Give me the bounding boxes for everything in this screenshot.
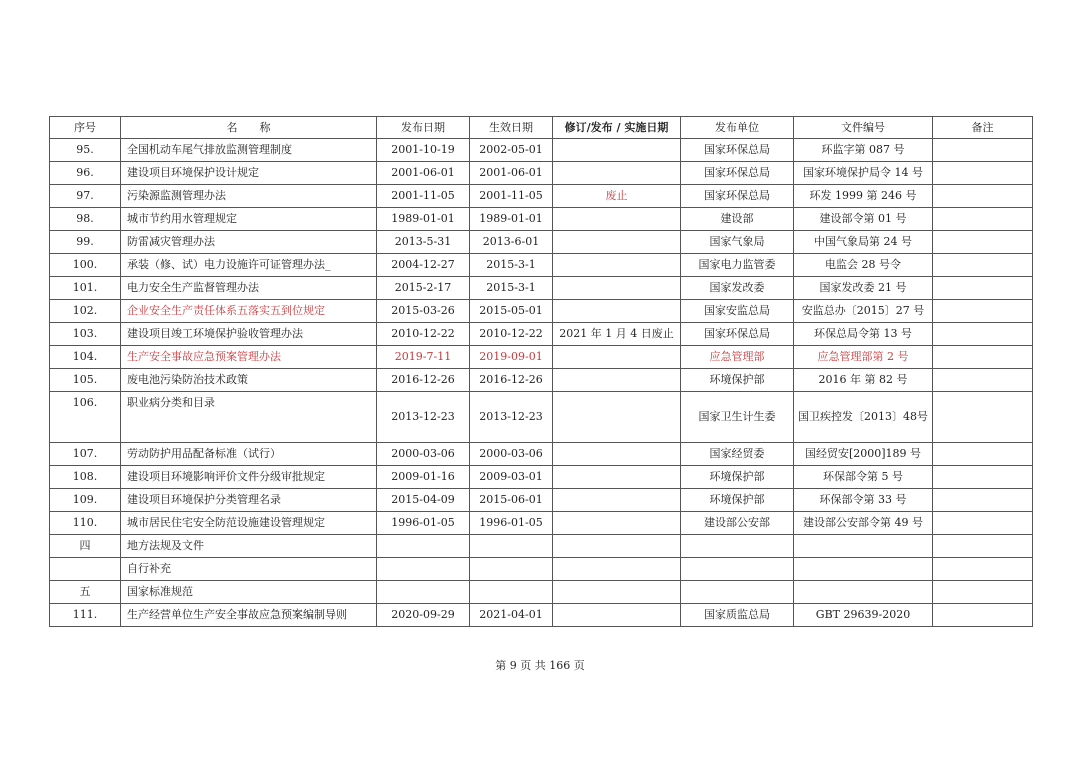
cell-pub-date: 2001-11-05 xyxy=(377,185,470,208)
cell-note xyxy=(933,489,1033,512)
table-row xyxy=(50,208,1033,231)
cell-note xyxy=(933,323,1033,346)
table-row xyxy=(50,604,1033,627)
cell-docno: 建设部公安部令第 49 号 xyxy=(794,512,933,535)
cell-eff-date: 2013-12-23 xyxy=(470,392,553,443)
cell-eff-date: 2015-3-1 xyxy=(470,254,553,277)
cell-name: 建设项目竣工环境保护验收管理办法 xyxy=(121,323,377,346)
page-footer: 第 9 页 共 166 页 xyxy=(495,659,585,672)
cell-issuer: 国家安监总局 xyxy=(681,300,794,323)
cell-name: 城市节约用水管理规定 xyxy=(121,208,377,231)
supplement-note: 自行补充 xyxy=(121,558,377,581)
cell-docno: 建设部令第 01 号 xyxy=(794,208,933,231)
cell-name: 电力安全生产监督管理办法 xyxy=(121,277,377,300)
cell-pub-date: 2013-5-31 xyxy=(377,231,470,254)
cell-docno: 应急管理部第 2 号 xyxy=(794,346,933,369)
cell-seq: 110. xyxy=(50,512,121,535)
section-row xyxy=(50,535,1033,558)
cell-seq: 106. xyxy=(50,392,121,443)
cell-issuer: 国家发改委 xyxy=(681,277,794,300)
header-eff-date: 生效日期 xyxy=(470,117,553,139)
cell-pub-date: 2015-2-17 xyxy=(377,277,470,300)
cell-pub-date: 2020-09-29 xyxy=(377,604,470,627)
section-title: 地方法规及文件 xyxy=(121,535,377,558)
cell-issuer: 国家气象局 xyxy=(681,231,794,254)
table-row xyxy=(50,443,1033,466)
cell-eff-date: 1989-01-01 xyxy=(470,208,553,231)
table-row xyxy=(50,139,1033,162)
cell-revision xyxy=(553,604,681,627)
cell-eff-date: 2021-04-01 xyxy=(470,604,553,627)
header-issuer: 发布单位 xyxy=(681,117,794,139)
cell-seq: 96. xyxy=(50,162,121,185)
cell-eff-date: 2015-3-1 xyxy=(470,277,553,300)
cell-revision xyxy=(553,489,681,512)
cell-seq: 99. xyxy=(50,231,121,254)
cell-docno: GBT 29639-2020 xyxy=(794,604,933,627)
cell-docno: 安监总办〔2015〕27 号 xyxy=(794,300,933,323)
cell-issuer: 国家环保总局 xyxy=(681,162,794,185)
cell-seq: 102. xyxy=(50,300,121,323)
cell-name: 全国机动车尾气排放监测管理制度 xyxy=(121,139,377,162)
cell-note xyxy=(933,443,1033,466)
cell-eff-date: 2010-12-22 xyxy=(470,323,553,346)
cell-revision xyxy=(553,139,681,162)
cell-seq: 105. xyxy=(50,369,121,392)
cell-name: 建设项目环境影响评价文件分级审批规定 xyxy=(121,466,377,489)
cell-revision xyxy=(553,369,681,392)
cell-seq: 97. xyxy=(50,185,121,208)
cell-seq: 103. xyxy=(50,323,121,346)
cell-revision xyxy=(553,208,681,231)
cell-name: 生产安全事故应急预案管理办法 xyxy=(121,346,377,369)
section-number: 五 xyxy=(50,581,121,604)
cell-note xyxy=(933,277,1033,300)
cell-seq: 95. xyxy=(50,139,121,162)
cell-revision xyxy=(553,392,681,443)
cell-name: 企业安全生产责任体系五落实五到位规定 xyxy=(121,300,377,323)
cell-note xyxy=(933,512,1033,535)
cell-seq: 104. xyxy=(50,346,121,369)
cell-pub-date: 2015-04-09 xyxy=(377,489,470,512)
cell-eff-date: 1996-01-05 xyxy=(470,512,553,535)
cell-revision xyxy=(553,162,681,185)
cell-note xyxy=(933,231,1033,254)
cell-note xyxy=(933,346,1033,369)
cell-issuer: 国家环保总局 xyxy=(681,185,794,208)
cell-seq: 109. xyxy=(50,489,121,512)
cell-name: 防雷减灾管理办法 xyxy=(121,231,377,254)
cell-pub-date: 1989-01-01 xyxy=(377,208,470,231)
cell-seq: 111. xyxy=(50,604,121,627)
cell-name: 建设项目环境保护设计规定 xyxy=(121,162,377,185)
cell-name: 建设项目环境保护分类管理名录 xyxy=(121,489,377,512)
table-row xyxy=(50,558,1033,581)
cell-issuer: 环境保护部 xyxy=(681,466,794,489)
cell-pub-date: 2013-12-23 xyxy=(377,392,470,443)
cell-revision: 2021 年 1 月 4 日废止 xyxy=(553,323,681,346)
section-row xyxy=(50,581,1033,604)
table-row xyxy=(50,489,1033,512)
cell-eff-date: 2009-03-01 xyxy=(470,466,553,489)
cell-docno: 环发 1999 第 246 号 xyxy=(794,185,933,208)
cell-eff-date: 2016-12-26 xyxy=(470,369,553,392)
cell-docno: 国卫疾控发〔2013〕48号 xyxy=(794,392,933,443)
cell-revision xyxy=(553,231,681,254)
cell-name: 城市居民住宅安全防范设施建设管理规定 xyxy=(121,512,377,535)
cell-revision xyxy=(553,346,681,369)
cell-pub-date: 1996-01-05 xyxy=(377,512,470,535)
cell-name: 生产经营单位生产安全事故应急预案编制导则 xyxy=(121,604,377,627)
cell-note xyxy=(933,604,1033,627)
cell-pub-date: 2000-03-06 xyxy=(377,443,470,466)
table-row xyxy=(50,512,1033,535)
cell-docno: 国家环境保护局令 14 号 xyxy=(794,162,933,185)
cell-note xyxy=(933,254,1033,277)
header-revision: 修订/发布 / 实施日期 xyxy=(553,117,681,139)
cell-revision xyxy=(553,466,681,489)
cell-docno: 环保部令第 33 号 xyxy=(794,489,933,512)
cell-docno: 环保总局令第 13 号 xyxy=(794,323,933,346)
cell-note xyxy=(933,466,1033,489)
cell-issuer: 环境保护部 xyxy=(681,489,794,512)
cell-eff-date: 2001-11-05 xyxy=(470,185,553,208)
cell-issuer: 国家质监总局 xyxy=(681,604,794,627)
cell-docno: 中国气象局第 24 号 xyxy=(794,231,933,254)
cell-issuer: 国家经贸委 xyxy=(681,443,794,466)
cell-note xyxy=(933,185,1033,208)
cell-revision xyxy=(553,254,681,277)
cell-name: 污染源监测管理办法 xyxy=(121,185,377,208)
cell-note xyxy=(933,300,1033,323)
cell-eff-date: 2019-09-01 xyxy=(470,346,553,369)
cell-pub-date: 2019-7-11 xyxy=(377,346,470,369)
cell-docno: 国家发改委 21 号 xyxy=(794,277,933,300)
cell-pub-date: 2001-10-19 xyxy=(377,139,470,162)
table-row xyxy=(50,369,1033,392)
header-docno: 文件编号 xyxy=(794,117,933,139)
cell-docno: 环保部令第 5 号 xyxy=(794,466,933,489)
cell-name: 职业病分类和目录 xyxy=(121,392,377,443)
header-name: 名 称 xyxy=(121,117,377,139)
cell-note xyxy=(933,392,1033,443)
table-row xyxy=(50,392,1033,443)
cell-revision xyxy=(553,443,681,466)
table-row xyxy=(50,277,1033,300)
cell-revision xyxy=(553,512,681,535)
cell-pub-date: 2001-06-01 xyxy=(377,162,470,185)
cell-pub-date: 2015-03-26 xyxy=(377,300,470,323)
cell-note xyxy=(933,162,1033,185)
cell-issuer: 国家电力监管委 xyxy=(681,254,794,277)
cell-note xyxy=(933,139,1033,162)
table-row xyxy=(50,346,1033,369)
header-row xyxy=(50,117,1033,139)
table-row xyxy=(50,162,1033,185)
table-row xyxy=(50,323,1033,346)
cell-name: 劳动防护用品配备标准（试行） xyxy=(121,443,377,466)
table-row xyxy=(50,254,1033,277)
cell-pub-date: 2009-01-16 xyxy=(377,466,470,489)
cell-revision: 废止 xyxy=(553,185,681,208)
cell-eff-date: 2015-06-01 xyxy=(470,489,553,512)
table-row xyxy=(50,466,1033,489)
regulation-table xyxy=(49,116,1033,627)
section-title: 国家标准规范 xyxy=(121,581,377,604)
cell-note xyxy=(933,208,1033,231)
section-number: 四 xyxy=(50,535,121,558)
cell-seq: 108. xyxy=(50,466,121,489)
cell-issuer: 应急管理部 xyxy=(681,346,794,369)
header-seq: 序号 xyxy=(50,117,121,139)
cell-pub-date: 2010-12-22 xyxy=(377,323,470,346)
cell-issuer: 国家环保总局 xyxy=(681,323,794,346)
cell-issuer: 环境保护部 xyxy=(681,369,794,392)
cell-docno: 2016 年 第 82 号 xyxy=(794,369,933,392)
cell-issuer: 国家卫生计生委 xyxy=(681,392,794,443)
header-pub-date: 发布日期 xyxy=(377,117,470,139)
cell-pub-date: 2016-12-26 xyxy=(377,369,470,392)
cell-eff-date: 2013-6-01 xyxy=(470,231,553,254)
table-row xyxy=(50,185,1033,208)
cell-eff-date: 2002-05-01 xyxy=(470,139,553,162)
cell-pub-date: 2004-12-27 xyxy=(377,254,470,277)
cell-seq: 101. xyxy=(50,277,121,300)
cell-name: 承装（修、试）电力设施许可证管理办法_ xyxy=(121,254,377,277)
cell-docno: 国经贸安[2000]189 号 xyxy=(794,443,933,466)
cell-revision xyxy=(553,300,681,323)
cell-seq: 100. xyxy=(50,254,121,277)
cell-issuer: 建设部 xyxy=(681,208,794,231)
cell-eff-date: 2015-05-01 xyxy=(470,300,553,323)
table-row xyxy=(50,231,1033,254)
cell-name: 废电池污染防治技术政策 xyxy=(121,369,377,392)
cell-issuer: 建设部公安部 xyxy=(681,512,794,535)
cell-eff-date: 2001-06-01 xyxy=(470,162,553,185)
cell-docno: 环监字第 087 号 xyxy=(794,139,933,162)
cell-revision xyxy=(553,277,681,300)
cell-issuer: 国家环保总局 xyxy=(681,139,794,162)
cell-note xyxy=(933,369,1033,392)
table-row xyxy=(50,300,1033,323)
cell-eff-date: 2000-03-06 xyxy=(470,443,553,466)
cell-seq: 107. xyxy=(50,443,121,466)
header-note: 备注 xyxy=(933,117,1033,139)
cell-seq: 98. xyxy=(50,208,121,231)
cell-docno: 电监会 28 号令 xyxy=(794,254,933,277)
